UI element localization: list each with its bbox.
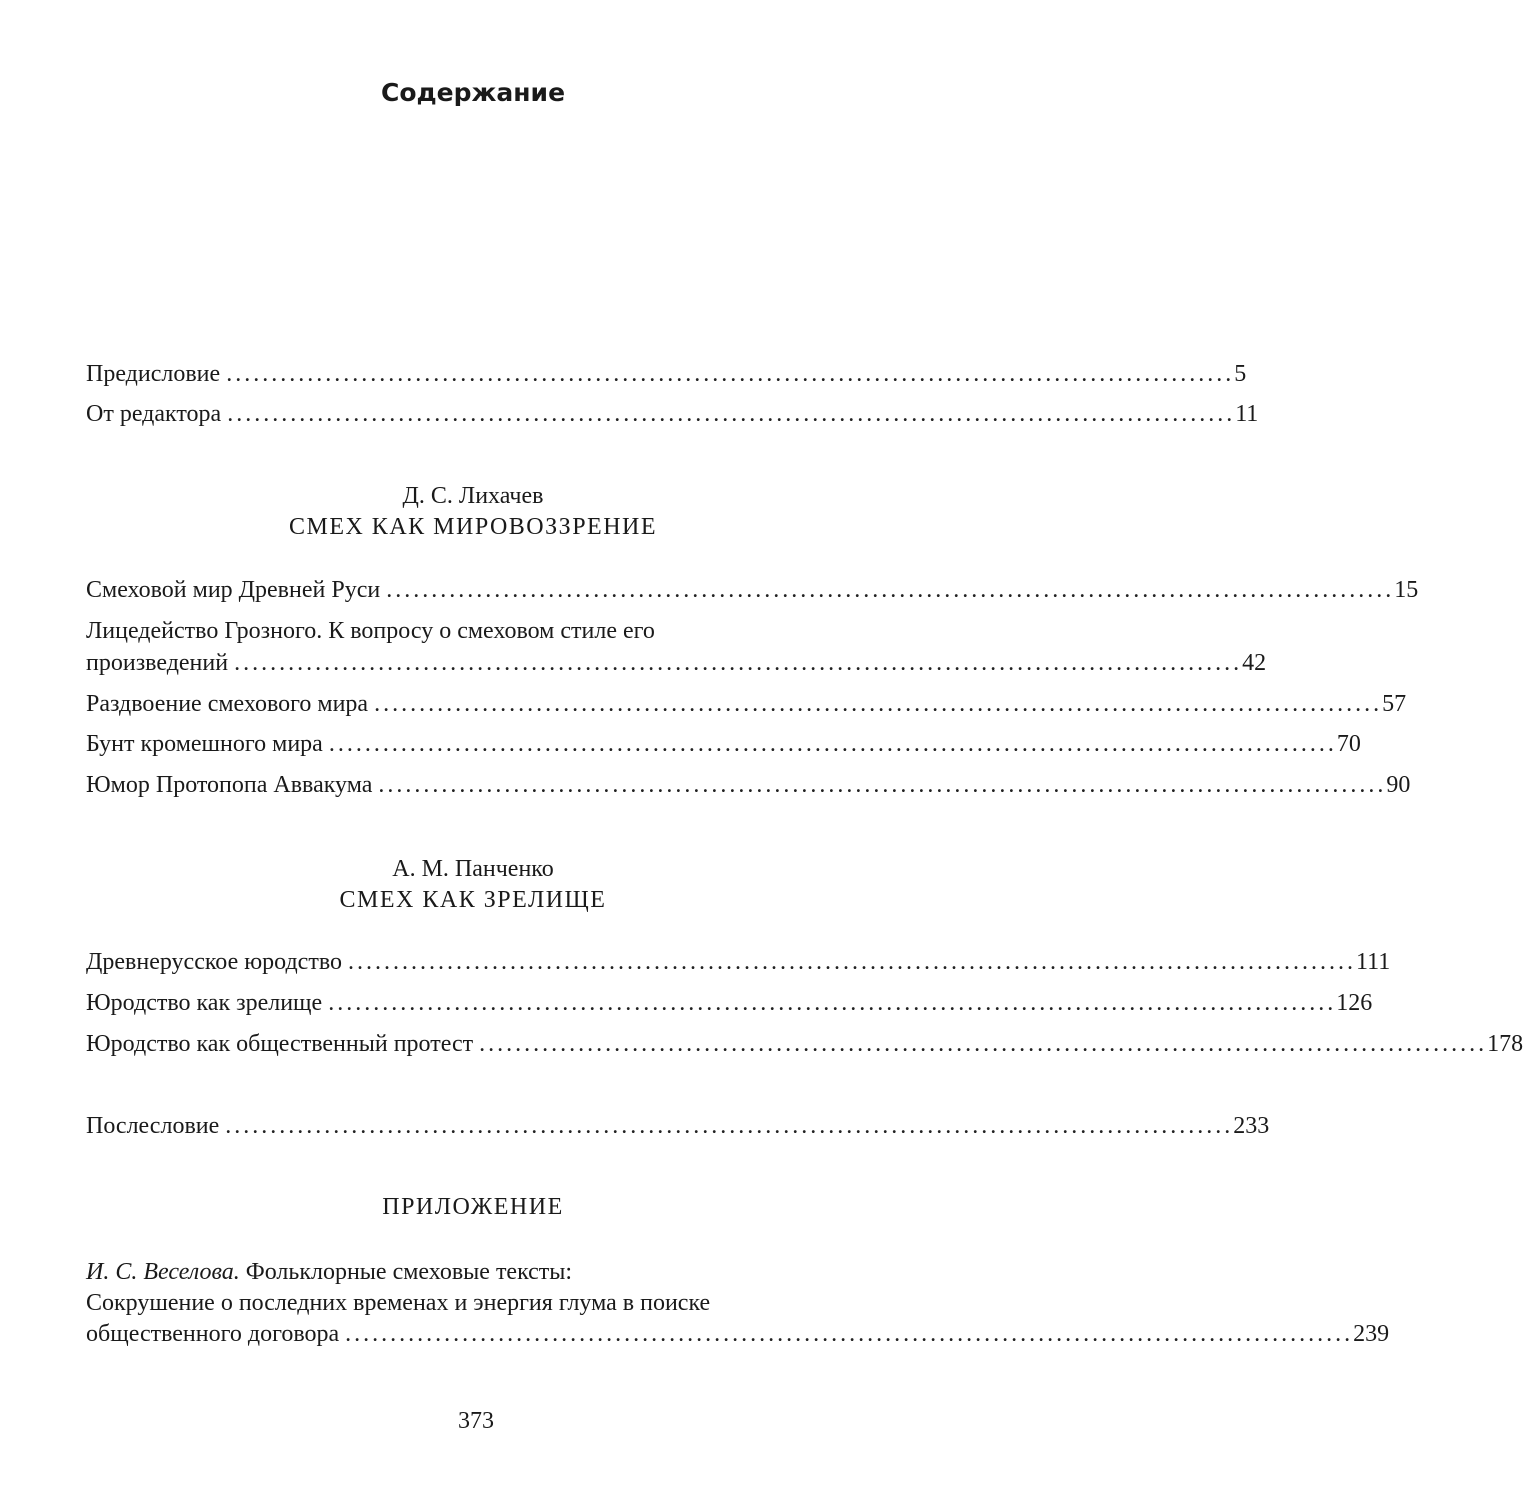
toc-entry[interactable] [86,688,1407,720]
toc-entry-page: 233 [1233,1113,1270,1139]
toc-entry-page: 15 [1394,577,1419,603]
toc-entry[interactable] [86,1028,1523,1060]
dot-leader: ................................................................................................................ [227,401,1236,427]
appendix-heading: ПРИЛОЖЕНИЕ [382,1194,564,1220]
appendix-entry-line2[interactable]: Сокрушение о последних временах и энергия глума в поиске [86,1290,711,1316]
dot-leader: ................................................................................................................ [345,1321,1354,1347]
toc-entry-page: 11 [1235,401,1259,427]
toc-entry-label: От редактора [86,401,222,427]
toc-entry-preface[interactable] [86,358,1247,390]
toc-entry-label: Послесловие [86,1113,220,1139]
toc-entry-page: 178 [1487,1031,1523,1057]
dot-leader: ................................................................................................................ [479,1031,1488,1057]
toc-entry-label: Юродство как зрелище [86,990,323,1016]
toc-entry-page: 90 [1386,772,1411,798]
toc-entry-page: 57 [1382,691,1407,717]
dot-leader: ................................................................................................................ [226,361,1235,387]
toc-entry[interactable] [86,647,1267,679]
toc-entry-afterword[interactable] [86,1110,1270,1142]
section-author: Д. С. Лихачев [402,483,544,509]
page-title: Содержание [380,78,566,107]
dot-leader: ................................................................................................................ [328,731,1337,757]
toc-entry-label: Раздвоение смехового мира [86,691,369,717]
toc-entry-page: 5 [1234,361,1247,387]
toc-entry-label: Юродство как общественный протест [86,1031,474,1057]
dot-leader: ................................................................................................................ [374,691,1383,717]
dot-leader: ................................................................................................................ [347,949,1356,975]
appendix-author: И. С. Веселова. [86,1259,240,1285]
toc-entry[interactable] [86,769,1411,801]
toc-entry-label: Бунт кромешного мира [86,731,323,757]
toc-entry-page: 70 [1336,731,1361,757]
appendix-entry[interactable] [86,1318,1390,1350]
toc-entry-label: произведений [86,650,229,676]
dot-leader: ................................................................................................................ [378,772,1387,798]
toc-entry-page: 42 [1242,650,1267,676]
toc-entry-label-line1[interactable]: Лицедейство Грозного. К вопросу о смеховом стиле его [86,618,655,644]
dot-leader: ................................................................................................................ [386,577,1395,603]
toc-entry-page: 111 [1355,949,1391,975]
toc-entry[interactable] [86,946,1391,978]
toc-entry-label: Смеховой мир Древней Руси [86,577,381,603]
dot-leader: ................................................................................................................ [328,990,1337,1016]
appendix-entry-title-part1: Фольклорные смеховые тексты: [245,1259,573,1285]
toc-entry-page: 126 [1336,990,1373,1016]
dot-leader: ................................................................................................................ [225,1113,1234,1139]
appendix-entry-line1[interactable] [86,1256,572,1288]
section-title: СМЕХ КАК ЗРЕЛИЩЕ [339,887,607,913]
toc-entry-label: Юмор Протопопа Аввакума [86,772,373,798]
toc-entry[interactable] [86,728,1361,760]
toc-entry-label: Предисловие [86,361,221,387]
section-title: СМЕХ КАК МИРОВОЗЗРЕНИЕ [288,514,658,540]
toc-entry-page: 239 [1353,1321,1390,1347]
toc-entry[interactable] [86,574,1419,606]
toc-entry-label: общественного договора [86,1321,340,1347]
toc-entry-editor-note[interactable] [86,398,1259,430]
dot-leader: ................................................................................................................ [234,650,1243,676]
page-number: 373 [458,1408,494,1434]
toc-entry-label: Древнерусское юродство [86,949,342,975]
toc-entry[interactable] [86,987,1373,1019]
section-author: А. М. Панченко [392,856,554,882]
